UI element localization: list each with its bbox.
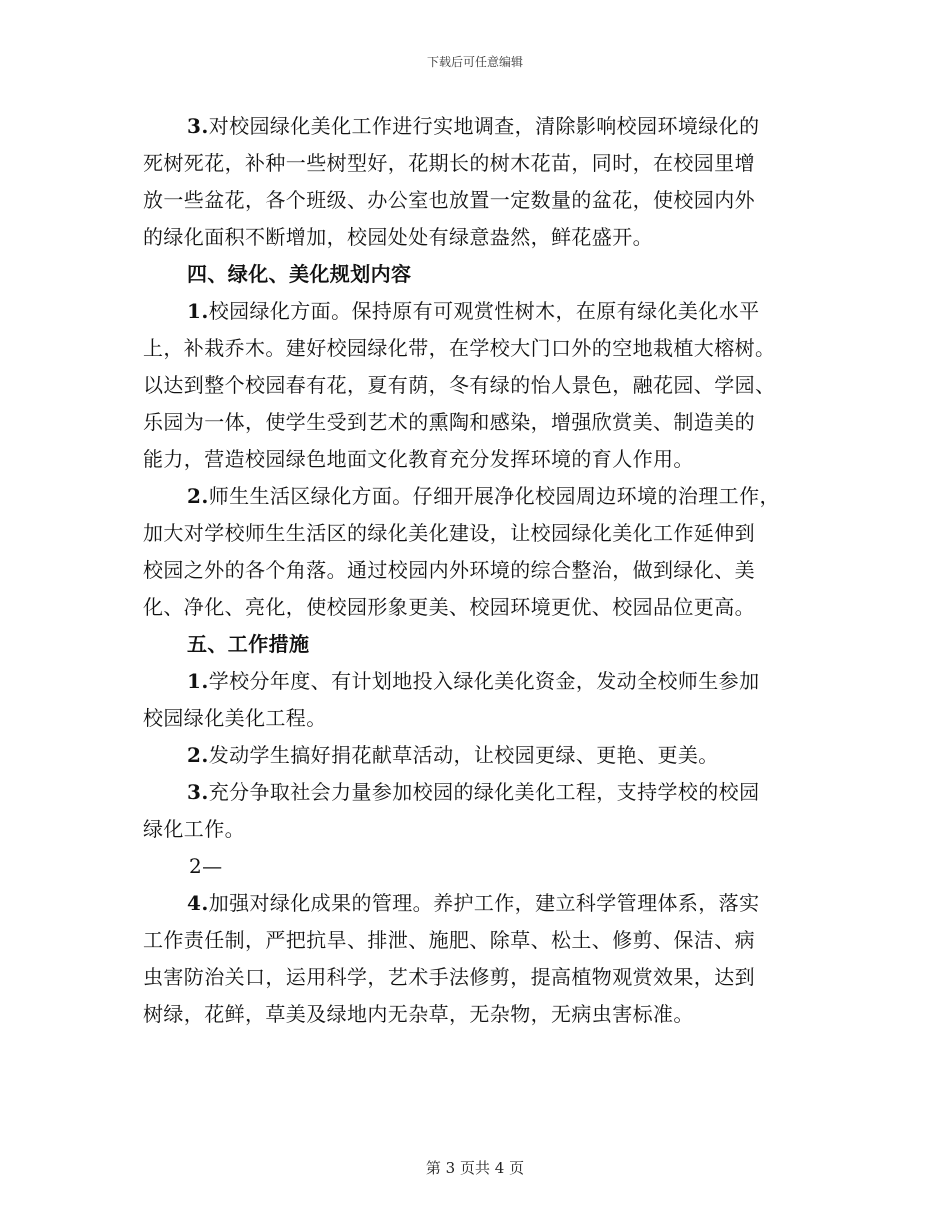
paragraph-line: 树绿，花鲜，草美及绿地内无杂草，无杂物，无病虫害标准。 <box>143 1002 694 1026</box>
paragraph-line <box>143 293 808 330</box>
list-number: 4. <box>187 891 209 915</box>
paragraph-line: 化、净化、亮化，使校园形象更美、校园环境更优、校园品位更高。 <box>143 595 755 619</box>
line-text: 充分争取社会力量参加校园的绿化美化工程，支持学校的校园 <box>208 780 760 804</box>
paragraph-line: 死树死花，补种一些树型好，花期长的树木花苗，同时，在校园里增 <box>143 151 755 175</box>
page-header: 下载后可任意编辑 <box>426 55 523 69</box>
line-text: 学校分年度、有计划地投入绿化美化资金，发动全校师生参加 <box>208 669 760 693</box>
paragraph-line: 放一些盆花，各个班级、办公室也放置一定数量的盆花，使校园内外 <box>143 188 755 212</box>
paragraph-line <box>143 663 808 700</box>
paragraph-line: 上，补栽乔木。建好校园绿化带，在学校大门口外的空地栽植大榕树。 <box>143 336 776 360</box>
line-text: 加强对绿化成果的管理。养护工作，建立科学管理体系，落实 <box>208 891 760 915</box>
paragraph-line <box>143 108 808 145</box>
paragraph-line: 校园之外的各个角落。通过校园内外环境的综合整治，做到绿化、美 <box>143 558 755 582</box>
list-number: 1. <box>187 299 209 323</box>
paragraph-line: 绿化工作。 <box>143 817 245 841</box>
line-text: 发动学生搞好捐花献草活动，让校园更绿、更艳、更美。 <box>208 743 719 767</box>
paragraph-line <box>143 478 808 515</box>
list-number: 2. <box>187 743 209 767</box>
paragraph-line: 工作责任制，严把抗旱、排泄、施肥、除草、松土、修剪、保洁、病 <box>143 928 755 952</box>
line-text: 对校园绿化美化工作进行实地调查，清除影响校园环境绿化的 <box>208 114 760 138</box>
document-body <box>143 108 808 1033</box>
page-footer: 第 3 页共 4 页 <box>425 1159 525 1177</box>
paragraph-line: 乐园为一体，使学生受到艺术的熏陶和感染，增强欣赏美、制造美的 <box>143 410 755 434</box>
paragraph-line <box>143 737 808 774</box>
paragraph-line <box>143 774 808 811</box>
paragraph-line <box>143 885 808 922</box>
paragraph-line: 加大对学校师生生活区的绿化美化建设，让校园绿化美化工作延伸到 <box>143 521 755 545</box>
paragraph-line: 以达到整个校园春有花，夏有荫，冬有绿的怡人景色，融花园、学园、 <box>143 373 776 397</box>
line-text: 师生生活区绿化方面。仔细开展净化校园周边环境的治理工作， <box>208 484 780 508</box>
section-heading: 五、工作措施 <box>187 632 310 656</box>
paragraph-line: 能力，营造校园绿色地面文化教育充分发挥环境的育人作用。 <box>143 447 694 471</box>
paragraph-line: 虫害防治关口，运用科学，艺术手法修剪，提高植物观赏效果，达到 <box>143 965 755 989</box>
list-number: 1. <box>187 669 209 693</box>
paragraph-line: 的绿化面积不断增加，校园处处有绿意盎然，鲜花盛开。 <box>143 225 653 249</box>
list-number: 2. <box>187 484 209 508</box>
line-text: 校园绿化方面。保持原有可观赏性树木，在原有绿化美化水平 <box>208 299 760 323</box>
paragraph-line: 校园绿化美化工程。 <box>143 706 327 730</box>
list-number: 3. <box>187 114 209 138</box>
section-heading: 四、绿化、美化规划内容 <box>187 262 412 286</box>
list-number: 3. <box>187 780 209 804</box>
inline-page-marker: 2— <box>189 854 223 878</box>
